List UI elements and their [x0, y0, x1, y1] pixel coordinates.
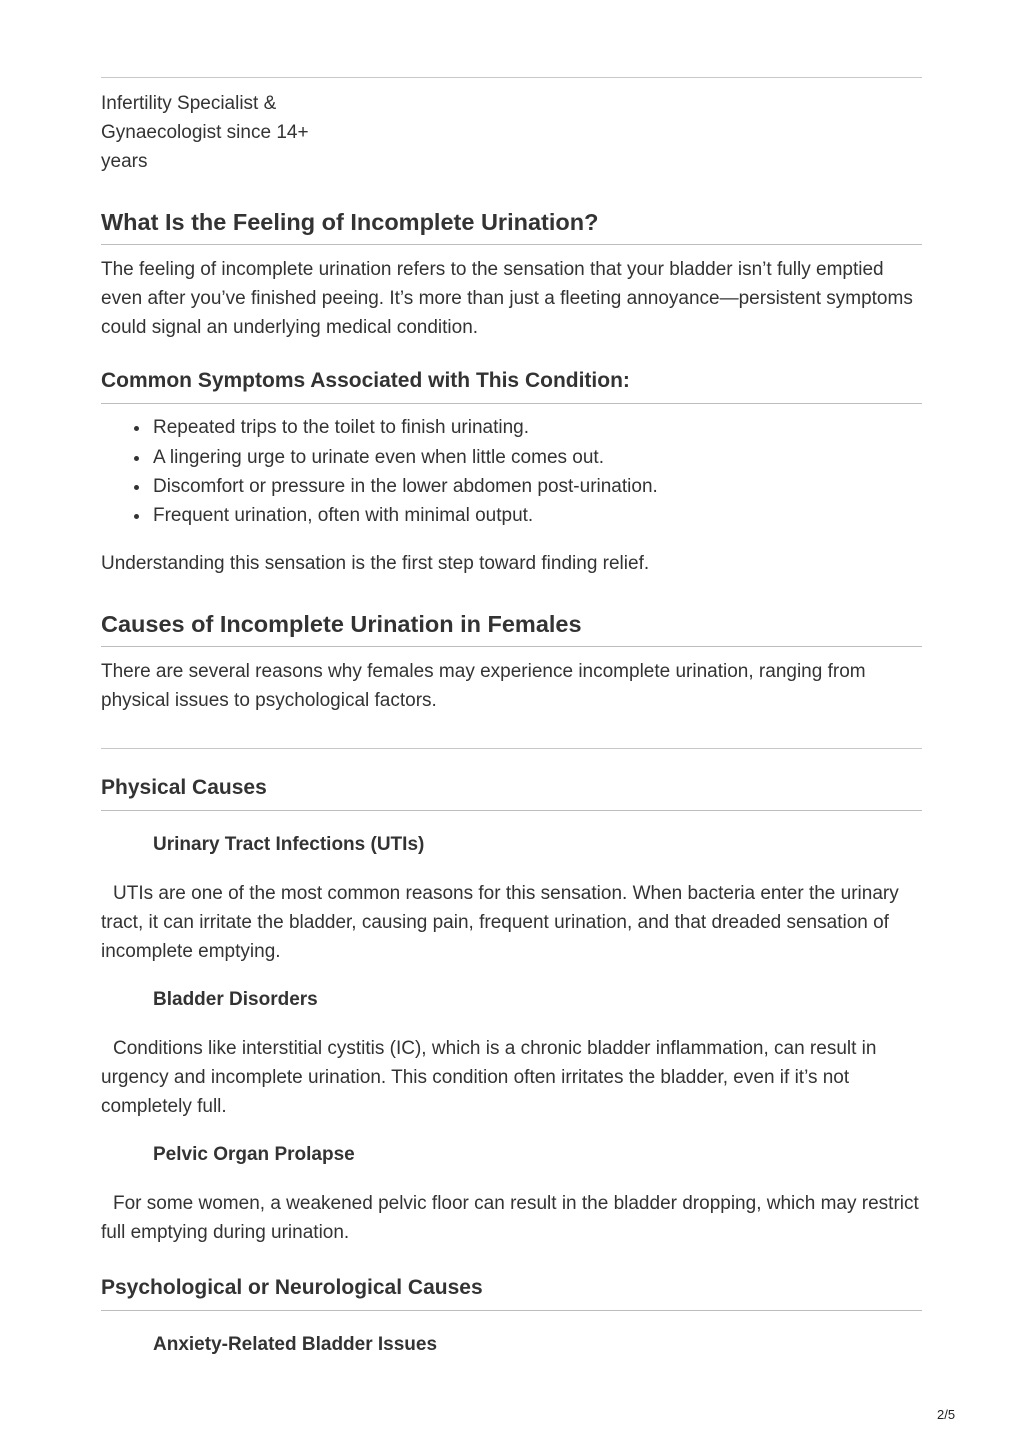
list-item: Frequent urination, often with minimal output. — [153, 501, 922, 530]
symptoms-list — [101, 413, 922, 530]
author-credential: Infertility Specialist & Gynaecologist since 14+ years — [101, 93, 309, 173]
heading-physical-causes: Physical Causes — [101, 774, 922, 811]
page-number: 2/5 — [937, 1407, 956, 1422]
list-item: A lingering urge to urinate even when little comes out. — [153, 443, 922, 472]
subheading-utis: Urinary Tract Infections (UTIs) — [153, 834, 425, 856]
paragraph-pelvic-organ-prolapse: For some women, a weakened pelvic floor can result in the bladder dropping, which may restrict full emptying during urination. — [101, 1193, 919, 1244]
heading-common-symptoms: Common Symptoms Associated with This Condition: — [101, 367, 922, 404]
subheading-bladder-disorders: Bladder Disorders — [153, 988, 318, 1010]
heading-psychological-causes: Psychological or Neurological Causes — [101, 1274, 922, 1311]
heading-causes: Causes of Incomplete Urination in Females — [101, 609, 922, 647]
paragraph-understanding: Understanding this sensation is the first step toward finding relief. — [101, 553, 650, 575]
heading-feeling-incomplete-urination: What Is the Feeling of Incomplete Urination? — [101, 207, 922, 245]
list-item: Discomfort or pressure in the lower abdomen post-urination. — [153, 472, 922, 501]
paragraph-feeling-definition: The feeling of incomplete urination refers to the sensation that your bladder isn’t fully emptied even after you’ve finished peeing. It’s more than just a fleeting annoyance—persistent symptoms could signal an underlying medical condition. — [101, 258, 913, 339]
paragraph-causes-intro: There are several reasons why females may experience incomplete urination, ranging from physical issues to psychological factors. — [101, 660, 866, 711]
document-page — [101, 0, 922, 1358]
top-divider — [101, 77, 922, 78]
subheading-pelvic-organ-prolapse: Pelvic Organ Prolapse — [153, 1144, 355, 1166]
paragraph-utis: UTIs are one of the most common reasons for this sensation. When bacteria enter the urinary tract, it can irritate the bladder, causing pain, frequent urination, and that dreaded sensation of incomplete emptying. — [101, 883, 899, 963]
subheading-anxiety-bladder: Anxiety-Related Bladder Issues — [153, 1333, 438, 1355]
list-item: Repeated trips to the toilet to finish urinating. — [153, 413, 922, 442]
paragraph-bladder-disorders: Conditions like interstitial cystitis (IC), which is a chronic bladder inflammation, can result in urgency and incomplete urination. This condition often irritates the bladder, even if it’s not completely full. — [101, 1037, 877, 1118]
section-divider — [101, 748, 922, 749]
